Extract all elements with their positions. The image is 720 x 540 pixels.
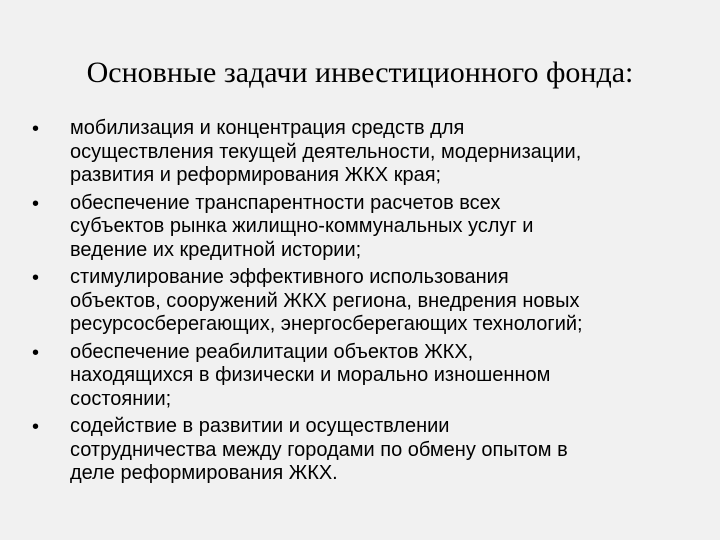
bullet-text-line: состоянии; [70, 387, 172, 410]
bullet-text-line: находящихся в физически и морально изношенном [70, 364, 551, 386]
bullet-text-line: ведение их кредитной истории; [70, 238, 362, 261]
bullet-dot: • [32, 267, 40, 289]
bullet-text-line: обеспечение транспарентности расчетов всех [70, 191, 501, 214]
bullet-item [32, 117, 692, 188]
bullet-list [32, 117, 692, 490]
bullet-item [32, 192, 692, 263]
bullet-text-line: сотрудничества между городами по обмену опытом в [70, 438, 568, 461]
bullet-item [32, 415, 692, 486]
bullet-text-line: объектов, сооружений ЖКХ региона, внедрения новых [70, 289, 580, 312]
bullet-item [32, 341, 692, 412]
bullet-text-line: ресурсосберегающих, энергосберегающих технологий; [70, 313, 583, 335]
bullet-dot: • [32, 341, 40, 364]
bullet-text-line: деле реформирования ЖКХ. [70, 462, 338, 484]
bullet-text-line: обеспечение реабилитации объектов ЖКХ, [70, 340, 474, 363]
bullet-text-line: развития и реформирования ЖКХ края; [70, 164, 442, 186]
bullet-dot: • [32, 118, 40, 140]
bullet-text-line: осуществления текущей деятельности, модернизации, [70, 140, 582, 163]
bullet-text-line: содействие в развитии и осуществлении [70, 415, 450, 437]
bullet-text-line: стимулирование эффективного использования [70, 266, 509, 288]
slide-title: Основные задачи инвестиционного фонда: [86, 56, 634, 89]
bullet-text-line: мобилизация и концентрация средств для [70, 117, 465, 139]
bullet-item [32, 266, 692, 337]
bullet-dot: • [32, 192, 40, 215]
bullet-text-line: субъектов рынка жилищно-коммунальных услуг и [70, 215, 534, 237]
bullet-dot: • [32, 416, 40, 438]
